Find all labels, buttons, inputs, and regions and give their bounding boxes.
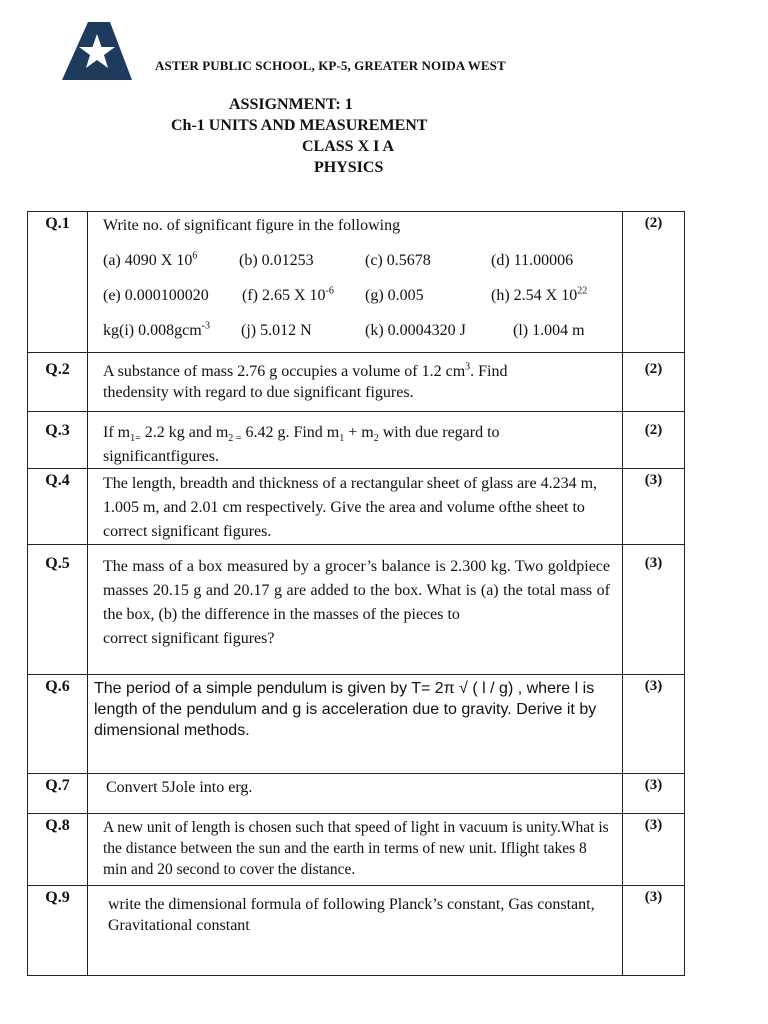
question-text	[88, 212, 623, 353]
q1-option-c: (c) 0.5678	[365, 252, 431, 269]
question-row-5	[28, 545, 685, 675]
question-number: Q.1	[28, 212, 88, 353]
q1-intro: Write no. of significant figure in the following	[103, 217, 401, 234]
question-marks: (3)	[623, 774, 685, 814]
question-number: Q.4	[28, 469, 88, 545]
q1-option-b: (b) 0.01253	[239, 252, 314, 269]
question-marks: (2)	[623, 212, 685, 353]
question-marks: (3)	[623, 675, 685, 774]
questions-table	[27, 211, 685, 976]
q1-option-g: (g) 0.005	[365, 287, 424, 304]
question-number: Q.2	[28, 353, 88, 412]
school-logo-icon	[62, 22, 132, 80]
class-title: CLASS X I A	[302, 138, 395, 155]
q1-option-j: (j) 5.012 N	[241, 322, 312, 339]
question-text: A new unit of length is chosen such that speed of light in vacuum is unity.What is the distance between the sun and the earth in terms of new unit. Iflight takes 8 min and 20 second to cover the distance.	[88, 814, 623, 886]
q1-option-e: (e) 0.000100020	[103, 287, 209, 304]
question-marks: (2)	[623, 412, 685, 469]
question-text: A substance of mass 2.76 g occupies a volume of 1.2 $cm^3$. Find thedensity with regard to due significant figures.	[88, 353, 623, 412]
question-text: Convert 5Jole into erg.	[88, 774, 623, 814]
question-row-2	[28, 353, 685, 412]
question-marks: (3)	[623, 545, 685, 675]
question-number: Q.7	[28, 774, 88, 814]
subject-title: PHYSICS	[314, 159, 384, 176]
assignment-title: ASSIGNMENT: 1	[229, 96, 353, 113]
question-row-7	[28, 774, 685, 814]
question-row-8	[28, 814, 685, 886]
question-text: The length, breadth and thickness of a rectangular sheet of glass are 4.234 m, 1.005 m, and 2.01 cm respectively. Give the area and volume ofthe sheet to correct significant figures.	[88, 469, 623, 545]
q1-options-row-2	[103, 285, 610, 306]
question-text: If $m_{1=}$ 2.2 kg and $m_{2 =}$ 6.42 g. Find $m_1 + m_2$ with due regard to significantfigures.	[88, 412, 623, 469]
question-text: write the dimensional formula of following Planck’s constant, Gas constant, Gravitational constant	[88, 886, 623, 976]
question-row-9	[28, 886, 685, 976]
question-marks: (3)	[623, 814, 685, 886]
question-row-1	[28, 212, 685, 353]
q1-option-a: (a) 4090 X $10^6$	[103, 250, 198, 269]
question-row-3	[28, 412, 685, 469]
question-row-6	[28, 675, 685, 774]
question-row-4	[28, 469, 685, 545]
question-text: The period of a simple pendulum is given by T= 2π √ ( l / g) , where l is length of the pendulum and g is acceleration due to gravity. Derive it by dimensional methods.	[88, 675, 623, 774]
q1-options-row-3	[103, 320, 610, 341]
q1-option-h: (h) 2.54 X $10^{22}$	[491, 285, 588, 304]
school-name: ASTER PUBLIC SCHOOL, KP-5, GREATER NOIDA WEST	[155, 58, 506, 73]
q1-options-row-1	[103, 250, 610, 271]
q1-option-d: (d) 11.00006	[491, 252, 574, 269]
chapter-title: Ch-1 UNITS AND MEASUREMENT	[171, 117, 428, 134]
question-number: Q.3	[28, 412, 88, 469]
question-marks: (2)	[623, 353, 685, 412]
question-text: The mass of a box measured by a grocer’s balance is 2.300 kg. Two goldpiece masses 20.15 g and 20.17 g are added to the box. What is (a) the total mass of the box, (b) the difference in the masses of the pieces to correct significant figures?	[88, 545, 623, 675]
q1-option-k: (k) 0.0004320 J	[365, 322, 466, 339]
question-marks: (3)	[623, 886, 685, 976]
question-number: Q.6	[28, 675, 88, 774]
q1-option-f: (f) 2.65 X $10^{-6}$	[242, 285, 334, 304]
question-marks: (3)	[623, 469, 685, 545]
q1-option-i: kg(i) 0.008gcm$^{-3}$	[103, 320, 210, 339]
question-number: Q.5	[28, 545, 88, 675]
q1-option-l: (l) 1.004 m	[513, 322, 585, 339]
question-number: Q.8	[28, 814, 88, 886]
question-number: Q.9	[28, 886, 88, 976]
